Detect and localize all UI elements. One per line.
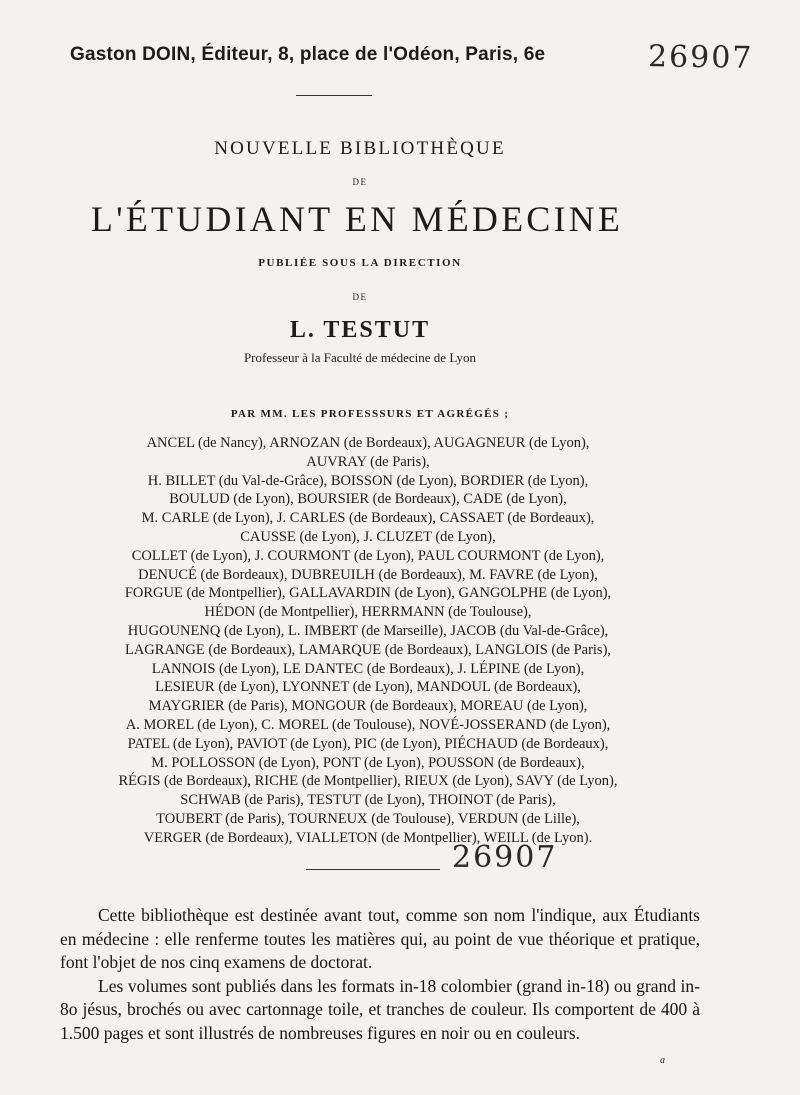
signature-mark: a <box>660 1055 665 1066</box>
top-rule <box>296 95 372 96</box>
main-title: L'ÉTUDIANT EN MÉDECINE <box>90 199 624 239</box>
contributor-line: LESIEUR (de Lyon), LYONNET (de Lyon), MANDOUL (de Bordeaux), <box>155 679 581 696</box>
contributors-intro: PAR MM. LES PROFESSSURS ET AGRÉGÉS ; <box>230 408 510 420</box>
series-line: NOUVELLE BIBLIOTHÈQUE <box>214 138 506 159</box>
contributor-line: TOUBERT (de Paris), TOURNEUX (de Toulouse), VERDUN (de Lille), <box>156 810 580 827</box>
catalog-stamp-top: 26907 <box>647 39 754 76</box>
notice-paragraph-2: Les volumes sont publiés dans les formats in-18 colombier (grand in-18) ou grand in-8o jésus, brochés ou avec cartonnage toile, et tranches de couleur. Ils comportent de 400 à 1.500 pages et sont illustrés de nombreuses figures en noir ou en couleurs. <box>60 975 700 1043</box>
contributor-line: HUGOUNENQ (de Lyon), L. IMBERT (de Marseille), JACOB (du Val-de-Grâce), <box>127 622 609 639</box>
contributor-line: AUVRAY (de Paris), <box>306 453 430 470</box>
contributor-line: RÉGIS (de Bordeaux), RICHE (de Montpellier), RIEUX (de Lyon), SAVY (de Lyon), <box>118 773 618 790</box>
contributor-line: LAGRANGE (de Bordeaux), LAMARQUE (de Bordeaux), LANGLOIS (de Paris), <box>124 641 612 658</box>
contributor-line: COLLET (de Lyon), J. COURMONT (de Lyon), PAUL COURMONT (de Lyon), <box>131 547 605 564</box>
contributor-line: FORGUE (de Montpellier), GALLAVARDIN (de Lyon), GANGOLPHE (de Lyon), <box>124 585 612 602</box>
catalog-stamp-mid: 26907 <box>452 840 558 875</box>
contributor-line: A. MOREL (de Lyon), C. MOREL (de Toulouse), NOVÉ-JOSSERAND (de Lyon), <box>125 716 611 733</box>
de-label-1: DE <box>352 177 368 187</box>
contributor-line: MAYGRIER (de Paris), MONGOUR (de Bordeaux), MOREAU (de Lyon), <box>148 698 588 715</box>
contributor-line: CAUSSE (de Lyon), J. CLUZET (de Lyon), <box>240 528 496 545</box>
publisher-line: Gaston DOIN, Éditeur, 8, place de l'Odéon, Paris, 6e <box>70 44 546 65</box>
notice-text <box>60 904 700 1046</box>
contributor-line: H. BILLET (du Val-de-Grâce), BOISSON (de Lyon), BORDIER (de Lyon), <box>147 472 589 489</box>
catalog-rule <box>306 869 440 870</box>
director-affiliation: Professeur à la Faculté de médecine de Lyon <box>243 350 477 365</box>
de-label-2: DE <box>352 292 368 302</box>
contributor-line: ANCEL (de Nancy), ARNOZAN (de Bordeaux), AUGAGNEUR (de Lyon), <box>146 435 590 451</box>
contributor-line: SCHWAB (de Paris), TESTUT (de Lyon), THOINOT (de Paris), <box>180 792 556 809</box>
contributor-line: HÉDON (de Montpellier), HERRMANN (de Toulouse), <box>204 604 532 621</box>
contributor-line: M. CARLE (de Lyon), J. CARLES (de Bordeaux), CASSAET (de Bordeaux), <box>141 510 595 527</box>
published-under-line: PUBLIÉE SOUS LA DIRECTION <box>258 257 462 269</box>
contributor-line: M. POLLOSSON (de Lyon), PONT (de Lyon), POUSSON (de Bordeaux), <box>151 754 585 771</box>
contributors-list <box>38 434 698 848</box>
contributor-line: VERGER (de Bordeaux), VIALLETON (de Montpellier), WEILL (de Lyon). <box>143 829 593 846</box>
director-name: L. TESTUT <box>289 317 431 343</box>
notice-paragraph-1: Cette bibliothèque est destinée avant tout, comme son nom l'indique, aux Étudiants en médecine : elle renferme toutes les matières qui, au point de vue théorique et pratique, font l'objet de nos cinq examens de doctorat. <box>60 905 700 973</box>
contributor-line: BOULUD (de Lyon), BOURSIER (de Bordeaux), CADE (de Lyon), <box>169 491 567 508</box>
contributor-line: DENUCÉ (de Bordeaux), DUBREUILH (de Bordeaux), M. FAVRE (de Lyon), <box>138 566 598 583</box>
contributor-line: LANNOIS (de Lyon), LE DANTEC (de Bordeaux), J. LÉPINE (de Lyon), <box>151 660 585 677</box>
contributor-line: PATEL (de Lyon), PAVIOT (de Lyon), PIC (de Lyon), PIÉCHAUD (de Bordeaux), <box>127 735 609 752</box>
